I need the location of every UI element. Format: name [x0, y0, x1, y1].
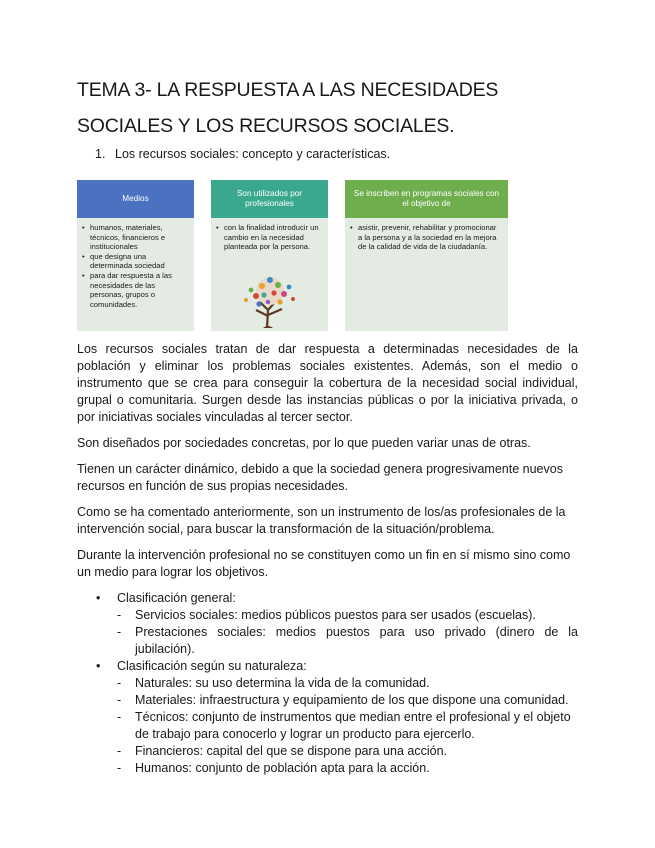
diagram-panel-programas: [345, 180, 508, 331]
body-text: [77, 341, 578, 777]
sub-list-item: [117, 624, 578, 658]
panel-heading: Medios: [77, 180, 194, 218]
panel-bullet: • con la finalidad introducir un cambio en la necesidad planteada por la persona.: [224, 223, 322, 252]
sub-list: [117, 675, 578, 777]
sub-list-item-text: Servicios sociales: medios públicos puestos para ser usados (escuelas).: [135, 608, 536, 622]
paragraph: Los recursos sociales tratan de dar respuesta a determinadas necesidades de la población y eliminar los problemas sociales existentes. Además, son el medio o instrumento que se crea para conseguir la cobertura de la necesidad social individual, grupal o comunitaria. Surgen desde las instancias públicas o por la iniciativa privada, o por iniciativas sociales vinculadas al tercer sector.: [77, 342, 578, 424]
dash-symbol: -: [117, 625, 122, 639]
classification-list: [77, 590, 578, 777]
dash-symbol: -: [117, 761, 122, 775]
dash-symbol: -: [117, 676, 122, 690]
section-heading: [95, 147, 390, 161]
panel-bullet: • para dar respuesta a las necesidades de las personas, grupos o comunidades.: [90, 271, 188, 309]
dash-symbol: -: [117, 608, 122, 622]
sub-list-item: [117, 709, 578, 743]
people-tree-illustration: [236, 274, 304, 328]
list-item: [77, 590, 578, 658]
list-item-label: Clasificación según su naturaleza:: [117, 659, 307, 673]
section-number: 1.: [95, 147, 106, 161]
sub-list-item-text: Técnicos: conjunto de instrumentos que median entre el profesional y el objeto de trabajo para conocerlo y lograr un producto para ejercerlo.: [135, 710, 571, 741]
panel-heading: Son utilizados por profesionales: [211, 180, 328, 218]
list-item-label: Clasificación general:: [117, 591, 236, 605]
panel-bullet: • asistir, prevenir, rehabilitar y promocionar a la persona y a la sociedad en la mejora de la calidad de vida de la ciudadanía.: [358, 223, 502, 252]
bullet-symbol: •: [96, 591, 101, 605]
dash-symbol: -: [117, 744, 122, 758]
section-heading-text: Los recursos sociales: concepto y características.: [115, 147, 391, 161]
sub-list-item: [117, 760, 578, 777]
panel-bullet: • que designa una determinada sociedad: [90, 252, 188, 271]
bullet-symbol: •: [96, 659, 101, 673]
sub-list-item-text: Prestaciones sociales: medios puestos para uso privado (dinero de la jubilación).: [135, 625, 578, 656]
sub-list-item: [117, 692, 578, 709]
diagram-panel-profesionales: [211, 180, 328, 331]
diagram-panel-medios: [77, 180, 194, 331]
sub-list-item: [117, 743, 578, 760]
sub-list-item-text: Materiales: infraestructura y equipamiento de los que dispone una comunidad.: [135, 693, 569, 707]
sub-list-item-text: Financieros: capital del que se dispone para una acción.: [135, 744, 448, 758]
concept-diagram: [77, 180, 508, 331]
dash-symbol: -: [117, 710, 122, 724]
sub-list-item: [117, 607, 578, 624]
sub-list-item-text: Humanos: conjunto de población apta para la acción.: [135, 761, 430, 775]
panel-bullet: • humanos, materiales, técnicos, financieros e institucionales: [90, 223, 188, 252]
paragraph: Tienen un carácter dinámico, debido a que la sociedad genera progresivamente nuevos recursos en función de sus propias necesidades.: [77, 462, 563, 493]
panel-heading: Se inscriben en programas sociales con el objetivo de: [345, 180, 508, 218]
list-item: [77, 658, 578, 777]
paragraph: Como se ha comentado anteriormente, son un instrumento de los/as profesionales de la intervención social, para buscar la transformación de la situación/problema.: [77, 505, 566, 536]
paragraph: Son diseñados por sociedades concretas, por lo que pueden variar unas de otras.: [77, 436, 531, 450]
sub-list-item-text: Naturales: su uso determina la vida de la comunidad.: [135, 676, 430, 690]
sub-list-item: [117, 675, 578, 692]
page-title: TEMA 3- LA RESPUESTA A LAS NECESIDADES SOCIALES Y LOS RECURSOS SOCIALES.: [77, 79, 499, 137]
dash-symbol: -: [117, 693, 122, 707]
paragraph: Durante la intervención profesional no se constituyen como un fin en sí mismo sino como un medio para lograr los objetivos.: [77, 548, 571, 579]
sub-list: [117, 607, 578, 658]
